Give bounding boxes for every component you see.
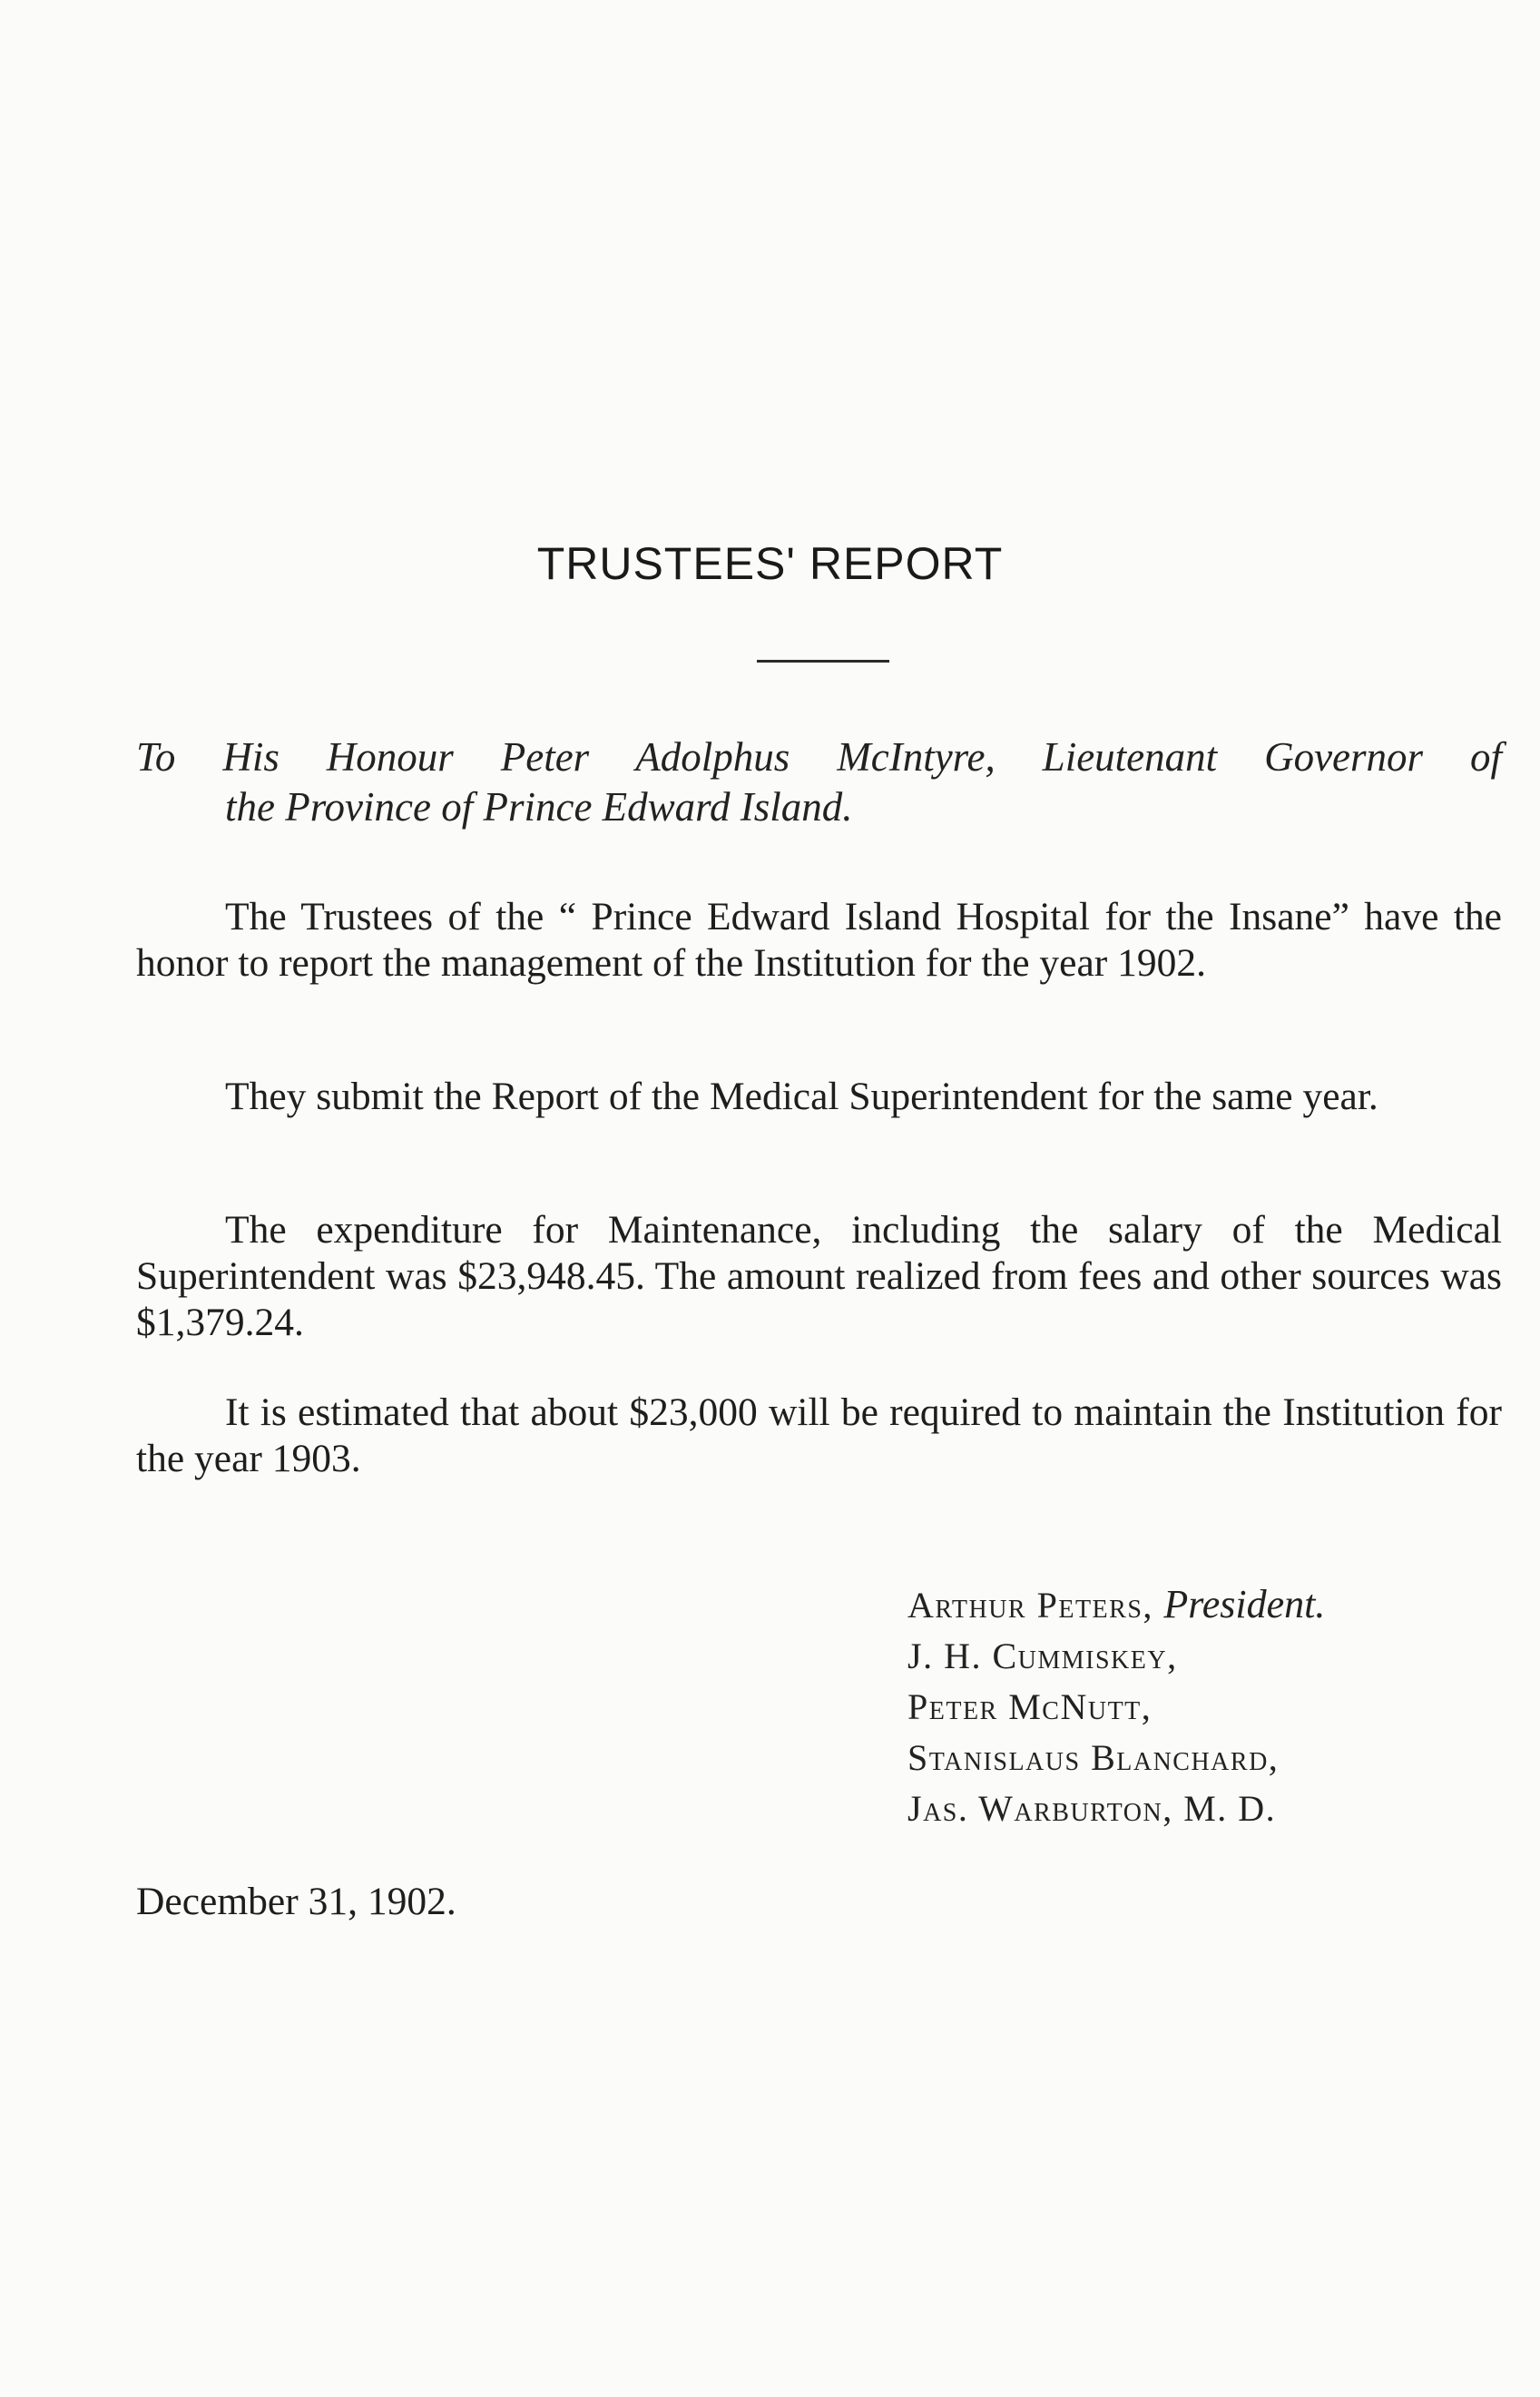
title-divider <box>757 660 889 663</box>
paragraph-trustees-report: The Trustees of the “ Prince Edward Island Hospital for the Insane” have the honor to report the management of the Institution for the year 1902. <box>136 895 1502 985</box>
salutation <box>136 732 1502 832</box>
report-date: December 31, 1902. <box>136 1880 456 1923</box>
signature-block <box>907 1579 1325 1834</box>
salutation-line-1: To His Honour Peter Adolphus McIntyre, Lieutenant Governor of <box>136 734 1502 780</box>
signatory-name: Arthur Peters, <box>907 1585 1153 1626</box>
signatory: Jas. Warburton, M. D. <box>907 1788 1277 1829</box>
signatory-president <box>907 1579 1325 1631</box>
signatory-role: President. <box>1163 1582 1326 1626</box>
signatory: Stanislaus Blanchard, <box>907 1737 1280 1778</box>
signatory: Peter McNutt, <box>907 1686 1153 1727</box>
signatory: J. H. Cummiskey, <box>907 1636 1178 1676</box>
report-title: TRUSTEES' REPORT <box>536 538 1004 589</box>
paragraph-superintendent-report: They submit the Report of the Medical Superintendent for the same year. <box>225 1075 1378 1118</box>
salutation-line-2: the Province of Prince Edward Island. <box>225 784 853 830</box>
paragraph-estimate: It is estimated that about $23,000 will be required to maintain the Institution for the year 1903. <box>136 1390 1502 1480</box>
paragraph-expenditure: The expenditure for Maintenance, including the salary of the Medical Superintendent was $23,948.45. The amount realized from fees and other sources was $1,379.24. <box>136 1208 1502 1344</box>
